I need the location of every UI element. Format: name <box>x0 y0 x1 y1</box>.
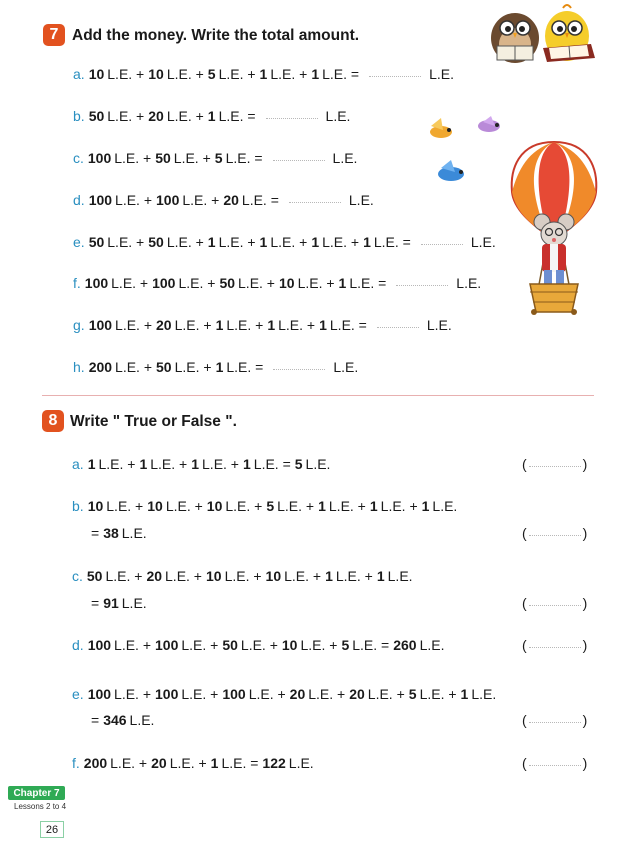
true-false-answer-box[interactable] <box>522 525 587 541</box>
expression-text: L.E. + <box>238 275 275 291</box>
expression <box>88 456 335 472</box>
expression-text: L.E. + <box>107 108 145 124</box>
item-letter: e. <box>72 686 84 702</box>
answer-blank[interactable] <box>396 284 448 286</box>
expression-text: L.E. <box>129 712 155 728</box>
close-paren: ) <box>582 525 588 541</box>
true-false-answer-box[interactable] <box>522 595 587 611</box>
expression-text: L.E. = <box>241 192 279 208</box>
exercise-8-title: Write " True or False ". <box>70 413 237 430</box>
amount-value: 50 <box>86 568 103 584</box>
lessons-label: Lessons 2 to 4 <box>14 802 67 811</box>
expression <box>89 108 260 124</box>
answer-blank[interactable] <box>273 159 325 161</box>
close-paren: ) <box>582 755 588 771</box>
amount-value: 1 <box>215 317 224 333</box>
exercise-7-item <box>73 108 350 124</box>
amount-value: 20 <box>146 568 163 584</box>
expression-text: L.E. + <box>278 317 316 333</box>
expression-text: L.E. <box>432 498 458 514</box>
amount-value: 100 <box>155 686 179 702</box>
amount-value: 5 <box>408 686 417 702</box>
expression-text: L.E. <box>288 755 314 771</box>
expression <box>88 686 501 702</box>
true-false-answer-box[interactable] <box>522 712 587 728</box>
amount-value: 1 <box>87 456 96 472</box>
amount-value: 100 <box>87 150 112 166</box>
exercise-7-item <box>73 192 374 208</box>
amount-value: 100 <box>88 192 113 208</box>
amount-value: 5 <box>214 150 223 166</box>
expression-text: L.E. + <box>173 150 211 166</box>
expression-text: = <box>91 595 100 611</box>
expression-text: L.E. = <box>329 317 367 333</box>
amount-value: 1 <box>259 66 268 82</box>
true-false-blank[interactable] <box>529 534 581 536</box>
chapter-tag: Chapter 7 <box>8 786 65 800</box>
exercise-8-item-continuation <box>88 595 151 611</box>
exercise-7-number: 7 <box>49 26 59 43</box>
amount-value: 10 <box>147 498 163 514</box>
item-letter: h. <box>73 359 85 375</box>
exercise-7-item <box>73 234 496 250</box>
open-paren: ( <box>522 595 527 611</box>
exercise-7-item <box>73 275 481 291</box>
answer-blank[interactable] <box>273 368 325 370</box>
amount-value: 10 <box>281 637 298 653</box>
amount-value: 1 <box>139 456 148 472</box>
expression-text: L.E. + <box>182 192 220 208</box>
item-letter: a. <box>72 456 84 472</box>
expression-text: L.E. = <box>221 755 259 771</box>
amount-value: 50 <box>148 234 164 250</box>
exercise-7-item <box>73 359 358 375</box>
expression <box>88 637 449 653</box>
exercise-8-item <box>72 456 334 472</box>
unit-label: L.E. <box>429 66 454 82</box>
expression-text: L.E. + <box>98 456 136 472</box>
amount-value: 1 <box>338 275 347 291</box>
open-paren: ( <box>522 755 527 771</box>
expression-text: L.E. + <box>174 317 212 333</box>
expression-text: L.E. <box>387 568 413 584</box>
expression-text: L.E. + <box>166 108 204 124</box>
amount-value: 1 <box>319 317 327 333</box>
amount-value: 1 <box>207 108 216 124</box>
section-divider <box>42 395 594 396</box>
amount-value: 5 <box>294 456 303 472</box>
expression-text: L.E. + <box>218 234 256 250</box>
expression-text: L.E. = <box>225 150 263 166</box>
item-letter: d. <box>73 192 85 208</box>
expression-text: L.E. + <box>174 359 212 375</box>
expression-text: L.E. + <box>270 234 308 250</box>
amount-value: 1 <box>376 568 385 584</box>
amount-value: 1 <box>242 456 251 472</box>
amount-value: 10 <box>205 568 222 584</box>
expression-text: L.E. <box>121 595 147 611</box>
expression <box>88 595 151 611</box>
exercise-8-item <box>72 637 448 653</box>
answer-blank[interactable] <box>289 201 341 203</box>
expression-text: L.E. + <box>300 637 338 653</box>
expression-text: L.E. + <box>335 568 373 584</box>
expression-text: L.E. + <box>114 150 152 166</box>
amount-value: 1 <box>311 234 320 250</box>
expression <box>89 66 363 82</box>
true-false-answer-box[interactable] <box>522 456 587 472</box>
amount-value: 1 <box>325 568 333 584</box>
expression-text: L.E. <box>471 686 497 702</box>
expression <box>89 234 415 250</box>
amount-value: 1 <box>311 66 320 82</box>
amount-value: 122 <box>262 755 286 771</box>
answer-blank[interactable] <box>421 243 463 245</box>
true-false-blank[interactable] <box>529 646 581 648</box>
expression-text: L.E. = <box>218 108 256 124</box>
exercise-8-item-continuation <box>88 712 158 728</box>
exercise-8-item <box>72 568 417 584</box>
amount-value: 346 <box>103 712 127 728</box>
expression-text: L.E. + <box>284 568 322 584</box>
expression-text: L.E. + <box>178 275 216 291</box>
exercise-7-title: Add the money. Write the total amount. <box>72 27 360 44</box>
item-letter: d. <box>72 637 84 653</box>
amount-value: 1 <box>318 498 326 514</box>
open-paren: ( <box>522 456 527 472</box>
amount-value: 20 <box>151 755 167 771</box>
expression-text: L.E. = <box>226 359 264 375</box>
amount-value: 100 <box>88 317 113 333</box>
unit-label: L.E. <box>426 317 452 333</box>
expression-text: L.E. + <box>165 498 203 514</box>
expression-text: L.E. = <box>322 66 360 82</box>
answer-blank[interactable] <box>266 117 318 119</box>
expression-text: L.E. + <box>224 568 262 584</box>
expression-text: L.E. + <box>115 359 153 375</box>
open-paren: ( <box>522 525 527 541</box>
expression-text: L.E. + <box>181 686 219 702</box>
amount-value: 1 <box>363 234 371 250</box>
amount-value: 100 <box>87 686 112 702</box>
expression <box>88 150 267 166</box>
expression <box>89 317 371 333</box>
amount-value: 10 <box>148 66 164 82</box>
amount-value: 20 <box>349 686 365 702</box>
expression-text: L.E. + <box>367 686 405 702</box>
amount-value: 1 <box>369 498 378 514</box>
true-false-answer-box[interactable] <box>522 755 587 771</box>
item-letter: g. <box>73 317 85 333</box>
expression-text: L.E. + <box>115 317 153 333</box>
amount-value: 100 <box>155 637 179 653</box>
expression-text: L.E. <box>419 637 445 653</box>
amount-value: 1 <box>421 498 430 514</box>
expression-text: L.E. + <box>218 66 256 82</box>
amount-value: 10 <box>265 568 282 584</box>
expression-text: L.E. + <box>297 275 335 291</box>
amount-value: 100 <box>84 275 109 291</box>
amount-value: 38 <box>103 525 119 541</box>
expression-text: L.E. + <box>107 66 145 82</box>
expression-text: L.E. + <box>107 234 145 250</box>
exercise-8-item <box>72 755 318 771</box>
expression-text: L.E. + <box>419 686 457 702</box>
amount-value: 100 <box>87 637 112 653</box>
expression-text: L.E. + <box>114 686 152 702</box>
expression-text: L.E. + <box>165 568 202 584</box>
expression-text: L.E. + <box>328 498 366 514</box>
expression <box>84 755 318 771</box>
expression-text: L.E. + <box>248 686 286 702</box>
expression-text: L.E. + <box>169 755 207 771</box>
unit-label: L.E. <box>456 275 482 291</box>
close-paren: ) <box>582 456 588 472</box>
two-owls-reading-illustration <box>483 4 601 68</box>
expression-text: L.E. + <box>105 568 143 584</box>
expression-text: = <box>91 712 100 728</box>
expression-text: L.E. + <box>240 637 278 653</box>
amount-value: 10 <box>206 498 223 514</box>
amount-value: 50 <box>88 234 105 250</box>
close-paren: ) <box>582 712 588 728</box>
amount-value: 1 <box>259 234 268 250</box>
expression-text: L.E. = <box>352 637 390 653</box>
true-false-blank[interactable] <box>529 721 581 723</box>
expression-text: L.E. + <box>181 637 219 653</box>
amount-value: 1 <box>207 234 216 250</box>
amount-value: 5 <box>266 498 275 514</box>
exercise-7-item <box>73 150 357 166</box>
birds-illustration <box>425 116 507 188</box>
exercise-8-item <box>72 498 461 514</box>
expression-text: L.E. + <box>322 234 360 250</box>
expression-text: L.E. = <box>349 275 387 291</box>
exercise-8-number-badge <box>42 410 64 432</box>
item-letter: f. <box>73 275 81 291</box>
page-number: 26 <box>40 821 64 838</box>
amount-value: 20 <box>156 317 172 333</box>
item-letter: a. <box>73 66 85 82</box>
expression-text: L.E. + <box>166 66 204 82</box>
amount-value: 91 <box>103 595 119 611</box>
amount-value: 50 <box>222 637 238 653</box>
amount-value: 100 <box>156 192 180 208</box>
expression <box>87 568 417 584</box>
expression-text: L.E. + <box>111 275 149 291</box>
answer-blank[interactable] <box>369 75 421 77</box>
unit-label: L.E. <box>325 108 351 124</box>
expression <box>89 359 268 375</box>
amount-value: 100 <box>152 275 176 291</box>
item-letter: b. <box>73 108 85 124</box>
amount-value: 50 <box>155 150 171 166</box>
expression <box>85 275 391 291</box>
expression-text: L.E. + <box>225 498 263 514</box>
true-false-blank[interactable] <box>529 465 581 467</box>
unit-label: L.E. <box>333 359 359 375</box>
amount-value: 10 <box>87 498 104 514</box>
expression <box>88 525 151 541</box>
expression-text: L.E. + <box>277 498 315 514</box>
true-false-blank[interactable] <box>529 604 581 606</box>
amount-value: 200 <box>88 359 113 375</box>
expression-text: L.E. = <box>253 456 291 472</box>
amount-value: 1 <box>210 755 219 771</box>
amount-value: 50 <box>156 359 172 375</box>
amount-value: 1 <box>460 686 469 702</box>
expression-text: = <box>91 525 100 541</box>
expression <box>89 192 283 208</box>
amount-value: 5 <box>341 637 350 653</box>
expression-text: L.E. + <box>226 317 264 333</box>
amount-value: 1 <box>215 359 224 375</box>
expression-text: L.E. + <box>202 456 239 472</box>
item-letter: e. <box>73 234 85 250</box>
amount-value: 100 <box>222 686 246 702</box>
exercise-7-item <box>73 317 452 333</box>
expression-text: L.E. + <box>114 637 152 653</box>
mouse-hot-air-balloon-illustration <box>508 140 600 320</box>
open-paren: ( <box>522 637 527 653</box>
expression-text: L.E. + <box>150 456 188 472</box>
open-paren: ( <box>522 712 527 728</box>
true-false-answer-box[interactable] <box>522 637 587 653</box>
exercise-8-item <box>72 686 500 702</box>
exercise-8-item-continuation <box>88 525 151 541</box>
expression-text: L.E. + <box>166 234 204 250</box>
close-paren: ) <box>582 637 588 653</box>
amount-value: 1 <box>267 317 276 333</box>
expression-text: L.E. + <box>115 192 153 208</box>
expression <box>88 712 158 728</box>
expression-text: L.E. + <box>308 686 346 702</box>
expression-text: L.E. <box>305 456 331 472</box>
unit-label: L.E. <box>332 150 358 166</box>
amount-value: 10 <box>88 66 105 82</box>
exercise-7-item <box>73 66 454 82</box>
amount-value: 1 <box>191 456 200 472</box>
close-paren: ) <box>582 595 588 611</box>
amount-value: 20 <box>223 192 239 208</box>
amount-value: 20 <box>289 686 306 702</box>
amount-value: 200 <box>83 755 108 771</box>
amount-value: 10 <box>278 275 295 291</box>
amount-value: 20 <box>148 108 164 124</box>
amount-value: 5 <box>207 66 216 82</box>
item-letter: b. <box>72 498 84 514</box>
item-letter: c. <box>72 568 83 584</box>
expression-text: L.E. <box>121 525 147 541</box>
exercise-7-number-badge <box>43 24 65 46</box>
expression-text: L.E. + <box>110 755 148 771</box>
amount-value: 260 <box>393 637 417 653</box>
exercise-8-number: 8 <box>48 412 58 429</box>
amount-value: 50 <box>88 108 105 124</box>
true-false-blank[interactable] <box>529 764 581 766</box>
amount-value: 50 <box>219 275 236 291</box>
expression-text: L.E. + <box>380 498 418 514</box>
unit-label: L.E. <box>470 234 496 250</box>
item-letter: f. <box>72 755 80 771</box>
unit-label: L.E. <box>348 192 374 208</box>
item-letter: c. <box>73 150 84 166</box>
expression <box>88 498 462 514</box>
answer-blank[interactable] <box>377 326 419 328</box>
expression-text: L.E. + <box>270 66 308 82</box>
expression-text: L.E. + <box>106 498 144 514</box>
expression-text: L.E. = <box>373 234 411 250</box>
